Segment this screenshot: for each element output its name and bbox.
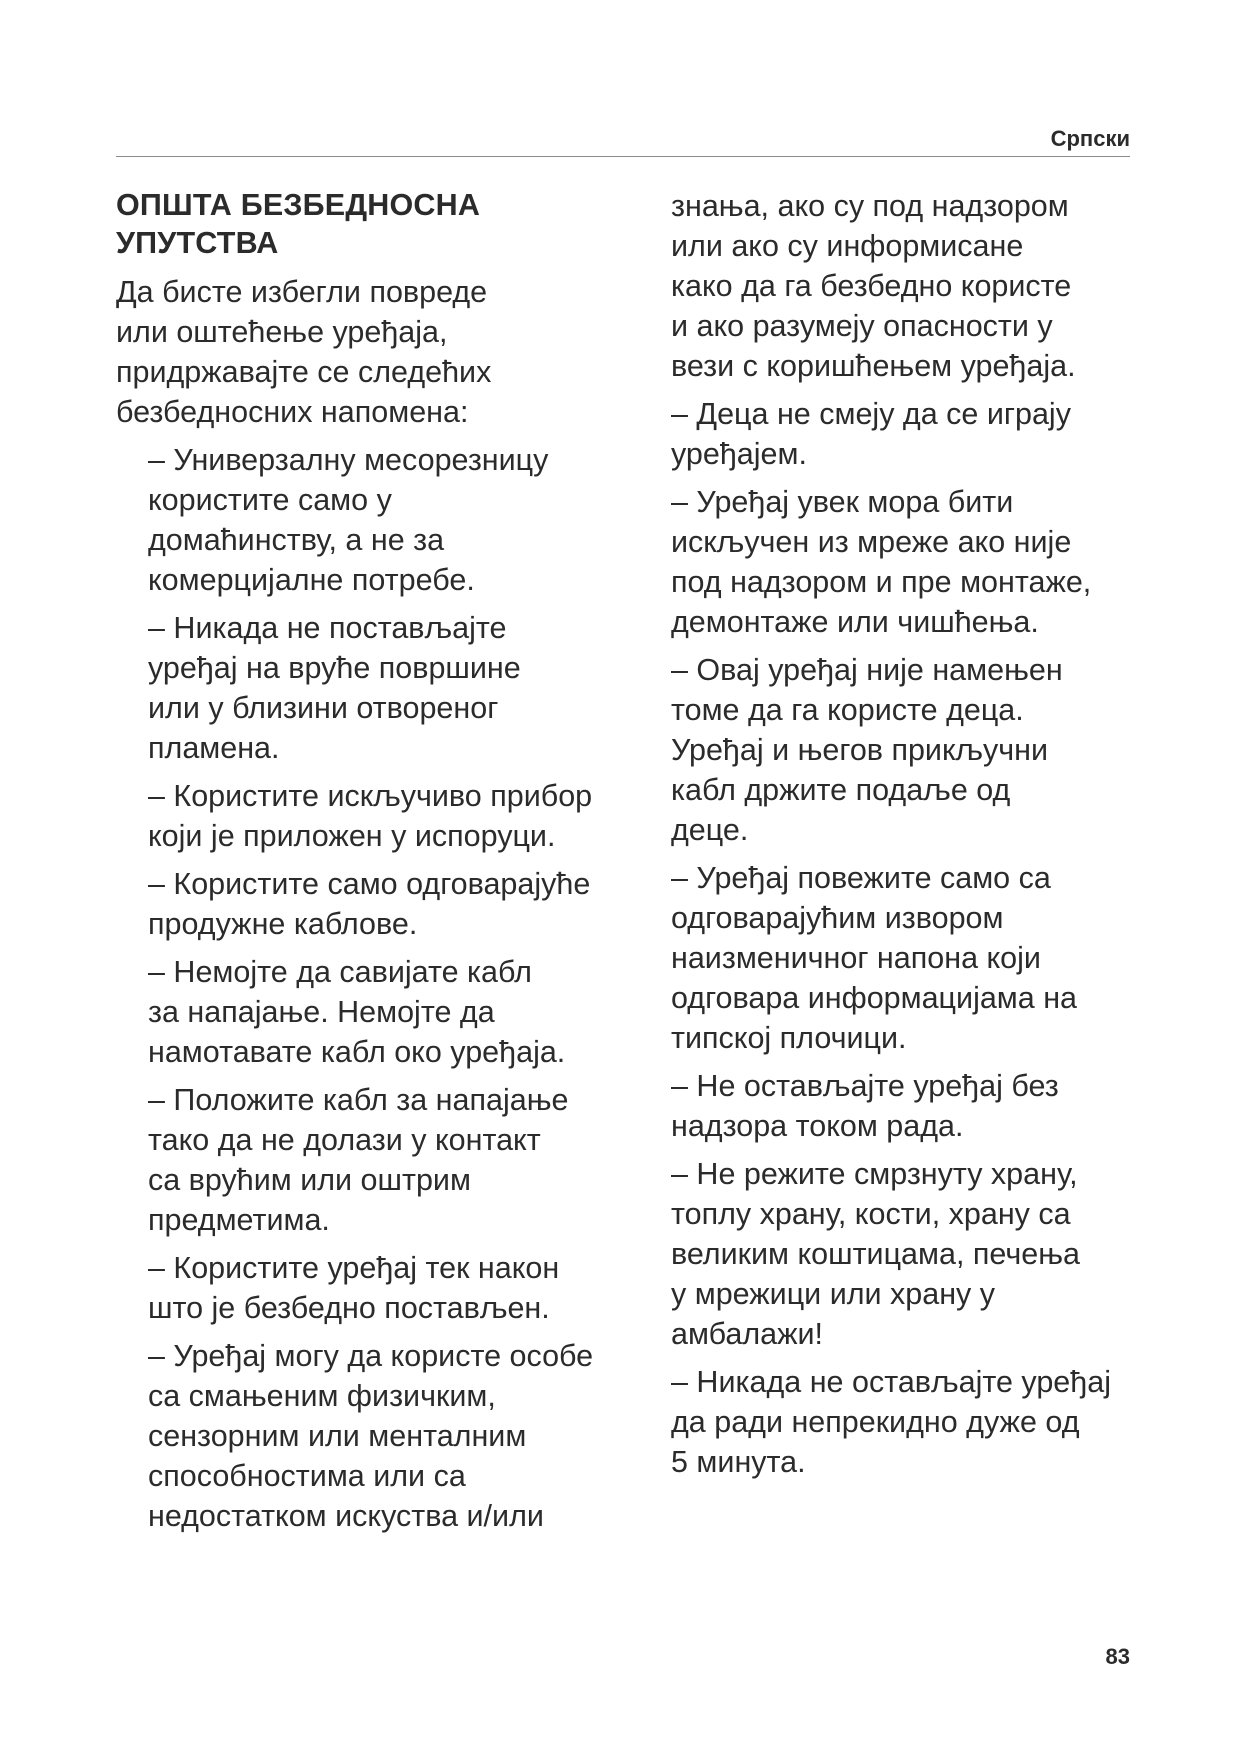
continuation-paragraph: знања, ако су под надзором или ако су информисане како да га безбедно користе и ако разумеју опасности у вези с коришћењем уређаја.	[671, 189, 1076, 383]
bullet-item: – Немојте да савијате кабл за напајање. Немојте да намотавате кабл око уређаја.	[148, 955, 566, 1069]
bullet-item: – Никада не постављајте уређај на вруће површине или у близини отвореног пламена.	[148, 611, 521, 765]
left-column	[116, 186, 656, 1544]
bullet-item: – Овај уређај није намењен томе да га користе деца. Уређај и његов прикључни кабл држите подаље од деце.	[671, 653, 1063, 847]
left-bullet-list	[148, 440, 656, 1536]
right-column	[671, 186, 1171, 1490]
page-header	[116, 126, 1130, 157]
bullet-item: – Користите само одговарајуће продужне каблове.	[148, 867, 591, 941]
bullet-item: – Уређај могу да користе особе са смањеним физичким, сензорним или менталним способностима или са недостатком искуства и/или	[148, 1339, 594, 1533]
language-label: Српски	[1050, 126, 1130, 151]
bullet-item: – Положите кабл за напајање тако да не долази у контакт са врућим или оштрим предметима.	[148, 1083, 569, 1237]
bullet-item: – Користите искључиво прибор који је приложен у испоруци.	[148, 779, 593, 853]
bullet-item: – Никада не остављајте уређај да ради непрекидно дуже од 5 минута.	[671, 1365, 1111, 1479]
page-number: 83	[1105, 1644, 1130, 1669]
bullet-item: – Деца не смеју да се играју уређајем.	[671, 397, 1071, 471]
bullet-item: – Не режите смрзнуту храну, топлу храну, кости, храну са великим коштицама, печења у мрежици или храну у амбалажи!	[671, 1157, 1080, 1351]
section-title: ОПШТА БЕЗБЕДНОСНА УПУТСТВА	[116, 188, 481, 260]
bullet-item: – Не остављајте уређај без надзора током рада.	[671, 1069, 1059, 1143]
bullet-item: – Уређај увек мора бити искључен из мреже ако није под надзором и пре монтаже, демонтаже или чишћења.	[671, 485, 1092, 639]
bullet-item: – Уређај повежите само са одговарајућим извором наизменичног напона који одговара информацијама на типској плочици.	[671, 861, 1078, 1055]
right-bullet-list	[671, 394, 1171, 1482]
bullet-item: – Користите уређај тек након што је безбедно постављен.	[148, 1251, 560, 1325]
intro-paragraph: Да бисте избегли повреде или оштећење уређаја, придржавајте се следећих безбедносних напомена:	[116, 275, 492, 429]
bullet-item: – Универзалну месорезницу користите само у домаћинству, а не за комерцијалне потребе.	[148, 443, 549, 597]
